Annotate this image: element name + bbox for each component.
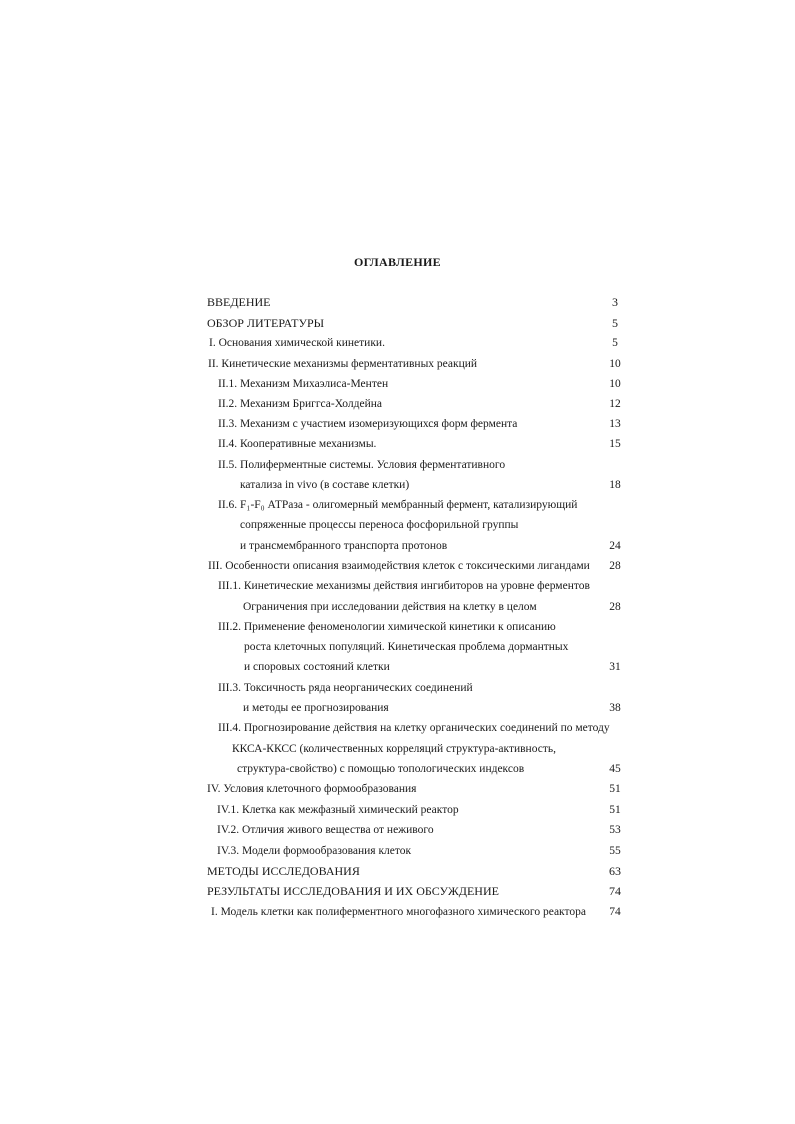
toc-entry xyxy=(0,902,795,922)
toc-entry xyxy=(0,841,795,861)
toc-entry xyxy=(0,881,795,901)
toc-entry xyxy=(0,678,795,698)
toc-entry-page: 24 xyxy=(609,540,621,552)
toc-entry xyxy=(0,495,795,515)
toc-entry-text: ВВЕДЕНИЕ xyxy=(207,295,271,309)
toc-entry xyxy=(0,698,795,718)
toc-entry-text: ОБЗОР ЛИТЕРАТУРЫ xyxy=(207,316,325,330)
toc-entry-text: МЕТОДЫ ИССЛЕДОВАНИЯ xyxy=(207,864,360,878)
toc-entry-page: 53 xyxy=(609,824,621,836)
toc-entry-page: 15 xyxy=(609,438,621,450)
toc-entry-page: 55 xyxy=(609,845,621,857)
toc-entry-text: сопряженные процессы переноса фосфорильной группы xyxy=(240,519,519,531)
toc-entry xyxy=(0,536,795,556)
toc-entry-text: II.1. Механизм Михаэлиса-Ментен xyxy=(218,378,389,390)
toc-entry xyxy=(0,414,795,434)
toc-entry-text: II.6. F₁-F₀ АТРаза - олигомерный мембранный фермент, катализирующий xyxy=(218,499,578,511)
toc-entry xyxy=(0,333,795,353)
toc-entry xyxy=(0,354,795,374)
toc-entry-text: I. Модель клетки как полиферментного многофазного химического реактора xyxy=(211,906,586,918)
toc-entry-text: Ограничения при исследовании действия на клетку в целом xyxy=(243,601,537,613)
toc-entry-text: РЕЗУЛЬТАТЫ ИССЛЕДОВАНИЯ И ИХ ОБСУЖДЕНИЕ xyxy=(207,884,499,898)
toc-entry-page: 5 xyxy=(612,316,618,330)
toc-entry xyxy=(0,861,795,881)
toc-entry xyxy=(0,617,795,637)
toc-entry-text: III.4. Прогнозирование действия на клетку органических соединений по методу xyxy=(218,722,610,734)
toc-entry-text: роста клеточных популяций. Кинетическая проблема дормантных xyxy=(244,641,569,653)
toc-entry-page: 74 xyxy=(609,884,621,898)
toc-entry xyxy=(0,292,795,312)
toc-entry-page: 13 xyxy=(609,418,621,430)
toc-entry xyxy=(0,374,795,394)
toc-entry-page: 63 xyxy=(609,864,621,878)
toc-entry-text: структура-свойство) с помощью топологических индексов xyxy=(237,763,525,775)
toc-entry-text: ККСА-ККСС (количественных корреляций структура-активность, xyxy=(232,743,556,755)
toc-entry-page: 10 xyxy=(609,378,621,390)
toc-entry-text: III.3. Токсичность ряда неорганических соединений xyxy=(218,682,473,694)
toc-entry-text: III.2. Применение феноменологии химической кинетики к описанию xyxy=(218,621,556,633)
toc-entry xyxy=(0,394,795,414)
toc-entry-text: и трансмембранного транспорта протонов xyxy=(240,540,448,552)
toc-entry-text: IV.2. Отличия живого вещества от неживого xyxy=(217,824,434,836)
toc-entry-text: и споровых состояний клетки xyxy=(244,661,390,673)
toc-entry xyxy=(0,475,795,495)
toc-entry-page: 74 xyxy=(609,906,621,918)
toc-entry-text: IV.1. Клетка как межфазный химический реактор xyxy=(217,804,459,816)
toc-entry xyxy=(0,576,795,596)
toc-entry xyxy=(0,739,795,759)
toc-entry-text: II.2. Механизм Бриггса-Холдейна xyxy=(218,398,383,410)
toc-entry-page: 3 xyxy=(612,295,618,309)
toc-entry-page: 51 xyxy=(609,783,621,795)
toc-entry xyxy=(0,637,795,657)
toc-entry xyxy=(0,800,795,820)
toc-entry xyxy=(0,455,795,475)
toc-entry-page: 12 xyxy=(609,398,621,410)
toc-entry xyxy=(0,556,795,576)
toc-entry-page: 18 xyxy=(609,479,621,491)
toc-entry-text: IV. Условия клеточного формообразования xyxy=(207,783,417,795)
toc-entry-page: 10 xyxy=(609,358,621,370)
toc-entry xyxy=(0,313,795,333)
toc-entry xyxy=(0,718,795,738)
toc-entry xyxy=(0,515,795,535)
toc-entry-text: I. Основания химической кинетики. xyxy=(209,337,385,349)
toc-entry-page: 51 xyxy=(609,804,621,816)
toc-entry-text: II. Кинетические механизмы ферментативных реакций xyxy=(208,358,478,370)
toc-entry-text: II.5. Полиферментные системы. Условия ферментативного xyxy=(218,459,506,471)
page-title: ОГЛАВЛЕНИЕ xyxy=(354,255,441,269)
toc-entry xyxy=(0,820,795,840)
toc-entry xyxy=(0,597,795,617)
toc-entry-text: II.3. Механизм с участием изомеризующихся форм фермента xyxy=(218,418,518,430)
toc-entry-text: IV.3. Модели формообразования клеток xyxy=(217,845,412,857)
toc-entry-text: III.1. Кинетические механизмы действия ингибиторов на уровне ферментов xyxy=(218,580,590,592)
toc-entry-text: III. Особенности описания взаимодействия клеток с токсическими лигандами xyxy=(208,560,590,572)
toc-entry xyxy=(0,779,795,799)
toc-entry xyxy=(0,657,795,677)
toc-entry-page: 45 xyxy=(609,763,621,775)
toc-entry-text: II.4. Кооперативные механизмы. xyxy=(218,438,377,450)
toc-entry-page: 31 xyxy=(609,661,621,673)
toc-entry xyxy=(0,759,795,779)
toc-entry-page: 38 xyxy=(609,702,621,714)
toc-entry xyxy=(0,434,795,454)
toc-entry-page: 28 xyxy=(609,560,621,572)
toc-entry-text: катализа in vivo (в составе клетки) xyxy=(240,479,410,491)
toc-entry-text: и методы ее прогнозирования xyxy=(243,702,389,714)
toc-entry-page: 28 xyxy=(609,601,621,613)
toc-entry-page: 5 xyxy=(612,337,618,349)
